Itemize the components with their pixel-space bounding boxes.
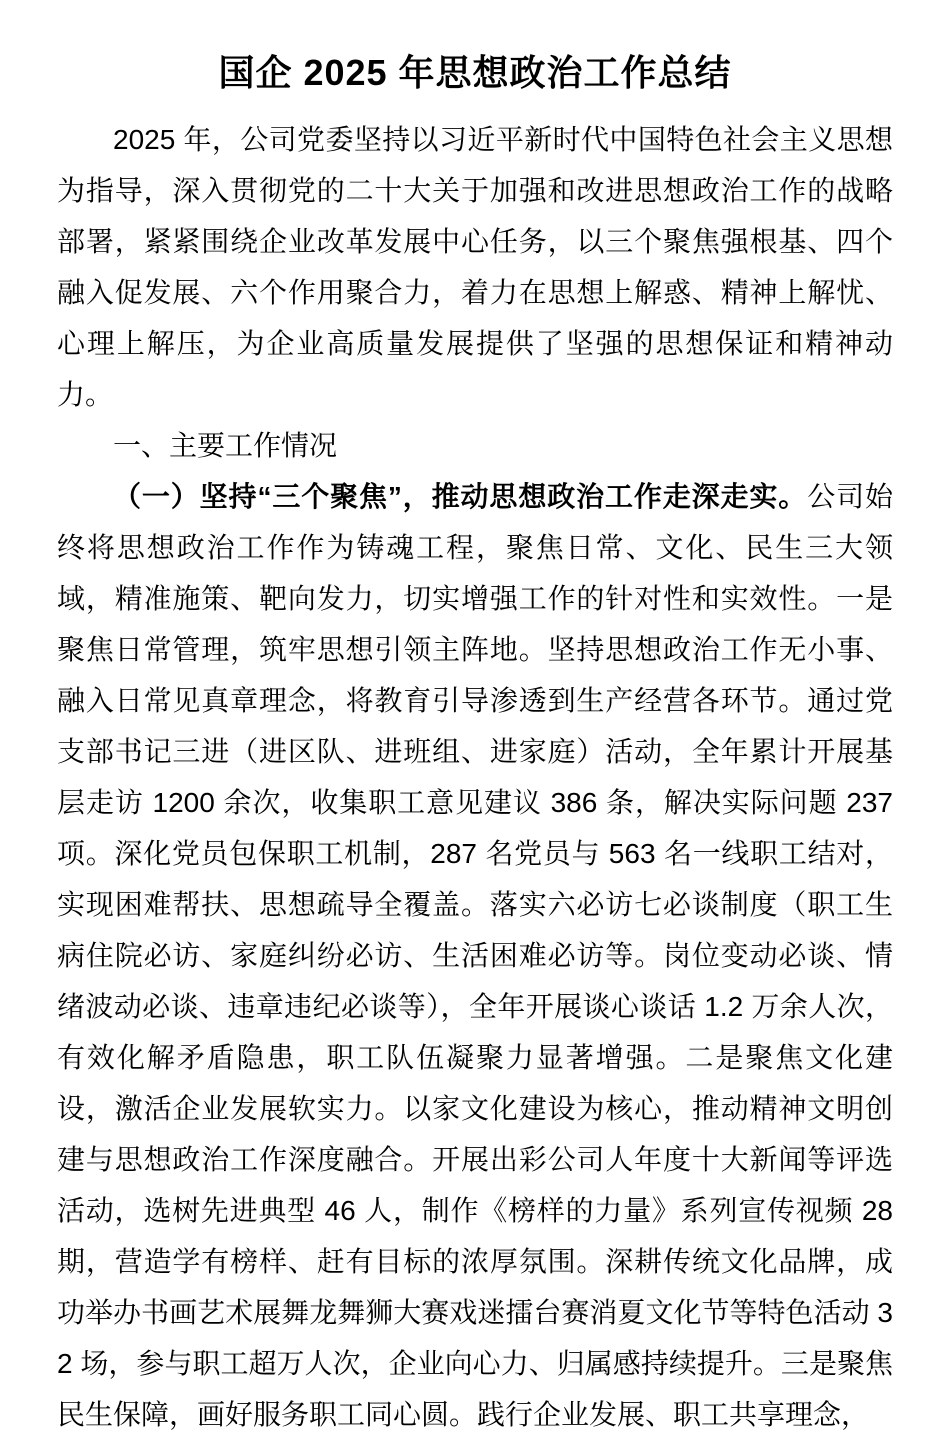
subsection-body-text: 公司始终将思想政治工作作为铸魂工程，聚焦日常、文化、民生三大领域，精准施策、靶向发力，切实增强工作的针对性和实效性。一是聚焦日常管理，筑牢思想引领主阵地。坚持思想政治工作无小事、融入日常见真章理念，将教育引导渗透到生产经营各环节。通过党支部书记三进（进区队、进班组、进家庭）活动，全年累计开展基层走访 1200 余次，收集职工意见建议 386 条，解决实际问题 237 项。深化党员包保职工机制，287 名党员与 563 名一线职工结对，实现困难帮扶、思想疏导全覆盖。落实六必访七必谈制度（职工生病住院必访、家庭纠纷必访、生活困难必访等。岗位变动必谈、情绪波动必谈、违章违纪必谈等），全年开展谈心谈话 1.2 万余人次，有效化解矛盾隐患，职工队伍凝聚力显著增强。二是聚焦文化建设，激活企业发展软实力。以家文化建设为核心，推动精神文明创建与思想政治工作深度融合。开展出彩公司人年度十大新闻等评选活动，选树先进典型 46 人，制作《榜样的力量》系列宣传视频 28 期，营造学有榜样、赶有目标的浓厚氛围。深耕传统文化品牌，成功举办书画艺术展舞龙舞狮大赛戏迷擂台赛消夏文化节等特色活动 32 场，参与职工超万人次，企业向心力、归属感持续提升。三是聚焦民生保障，画好服务职工同心圆。践行企业发展、职工共享理念， [57, 481, 893, 1430]
section-heading: 一、主要工作情况 [113, 430, 338, 461]
intro-paragraph: 2025 年，公司党委坚持以习近平新时代中国特色社会主义思想为指导，深入贯彻党的二十大关于加强和改进思想政治工作的战略部署，紧紧围绕企业改革发展中心任务，以三个聚焦强根基、四个融入促发展、六个作用聚合力，着力在思想上解惑、精神上解忧、心理上解压，为企业高质量发展提供了坚强的思想保证和精神动力。 [57, 124, 893, 410]
subsection-bold-lead: （一）坚持“三个聚焦”，推动思想政治工作走深走实。 [113, 481, 808, 512]
document-title: 国企 2025 年思想政治工作总结 [218, 52, 732, 93]
subsection-paragraph [57, 471, 893, 1440]
